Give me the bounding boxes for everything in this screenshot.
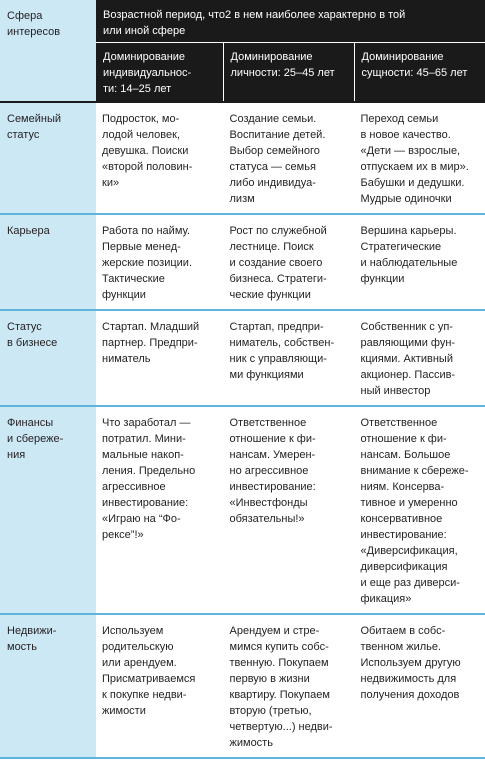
table-row bbox=[0, 102, 485, 214]
table-row bbox=[0, 214, 485, 310]
header-column-1 bbox=[96, 43, 223, 103]
header-period-label: Возрастной период, что2 в нем наиболее характерно в той или иной сфере bbox=[103, 9, 406, 37]
table-row bbox=[0, 310, 485, 406]
row-label-text: Карьера bbox=[7, 225, 50, 237]
row-label-text: Семейный статус bbox=[7, 113, 62, 141]
table-cell bbox=[354, 214, 485, 310]
header-corner bbox=[0, 0, 96, 102]
table-cell bbox=[223, 406, 354, 614]
cell-text: Подросток, мо- лодой человек, девушка. Поиски «второй половин- ки» bbox=[102, 113, 193, 189]
row-label bbox=[0, 406, 96, 614]
header-column-3 bbox=[354, 43, 485, 103]
table-cell bbox=[96, 310, 223, 406]
cell-text: Ответственное отношение к фи- нансам. Умерен- но агрессивное инвестирование: «Инвестфонды обязательны!» bbox=[229, 417, 316, 525]
table-cell bbox=[354, 614, 485, 758]
table-cell bbox=[223, 310, 354, 406]
table-cell bbox=[354, 102, 485, 214]
row-label bbox=[0, 614, 96, 758]
table-cell bbox=[96, 214, 223, 310]
cell-text: Работа по найму. Первые менед- жерские позиции. Тактические функции bbox=[102, 225, 193, 301]
table-cell bbox=[96, 102, 223, 214]
table-cell bbox=[354, 310, 485, 406]
header-corner-label: Сфера интересов bbox=[7, 10, 61, 38]
header-column-2 bbox=[223, 43, 354, 103]
table-row bbox=[0, 406, 485, 614]
table-cell bbox=[223, 214, 354, 310]
table-cell bbox=[96, 406, 223, 614]
row-label-text: Финансы и сбереже- ния bbox=[7, 417, 64, 461]
cell-text: Стартап. Младший партнер. Предпри- ниматель bbox=[102, 321, 200, 365]
row-label-text: Статус в бизнесе bbox=[7, 321, 58, 349]
cell-text: Стартап, предпри- ниматель, собствен- ник с управляющи- ми функциями bbox=[229, 321, 335, 381]
table-row bbox=[0, 614, 485, 758]
header-row-top bbox=[0, 0, 485, 43]
header-period bbox=[96, 0, 485, 43]
cell-text: Ответственное отношение к фи- нансам. Большое внимание к сбереже- ниям. Консерва- тивное и умеренно консервативное инвестирование: «Диверсификация, диверсификация и еще раз диверси- фикация» bbox=[360, 417, 469, 605]
table-header bbox=[0, 0, 485, 102]
cell-text: Что заработал — потратил. Мини- мальные накоп- ления. Предельно агрессивное инвестирование: «Играю на “Фо- рексе”!» bbox=[102, 417, 196, 541]
cell-text: Вершина карьеры. Стратегические и наблюдательные функции bbox=[360, 225, 458, 285]
table-cell bbox=[223, 614, 354, 758]
cell-text: Рост по служебной лестнице. Поиск и создание своего бизнеса. Стратеги- ческие функции bbox=[229, 225, 327, 301]
cell-text: Обитаем в собс- твенном жилье. Используем другую недвижимость для получения доходов bbox=[360, 625, 461, 701]
cell-text: Арендуем и стре- мимся купить собс- твенную. Покупаем первую в жизни квартиру. Покупаем вторую (третью, четвертую...) недви- жимость bbox=[229, 625, 333, 749]
table-cell bbox=[354, 406, 485, 614]
cell-text: Создание семьи. Воспитание детей. Выбор семейного статуса — семья либо индивидуа- лизм bbox=[229, 113, 326, 205]
row-label bbox=[0, 310, 96, 406]
row-label bbox=[0, 214, 96, 310]
row-label-text: Недвижи- мость bbox=[7, 625, 57, 653]
table-cell bbox=[96, 614, 223, 758]
cell-text: Собственник с уп- равляющими фун- кциями. Активный акционер. Пассив- ный инвестор bbox=[360, 321, 456, 397]
table-body bbox=[0, 102, 485, 758]
cell-text: Переход семьи в новое качество. «Дети — взрослые, отпускаем их в мир». Бабушки и дедушки. Мудрые одиночки bbox=[360, 113, 469, 205]
cell-text: Используем родительскую или арендуем. Присматриваемся к покупке недви- жимости bbox=[102, 625, 196, 717]
row-label bbox=[0, 102, 96, 214]
header-column-label: Доминирование индивидуальнос- ти: 14–25 лет bbox=[103, 51, 192, 95]
header-column-label: Доминирование сущности: 45–65 лет bbox=[361, 51, 468, 79]
header-column-label: Доминирование личности: 25–45 лет bbox=[230, 51, 335, 79]
table-cell bbox=[223, 102, 354, 214]
